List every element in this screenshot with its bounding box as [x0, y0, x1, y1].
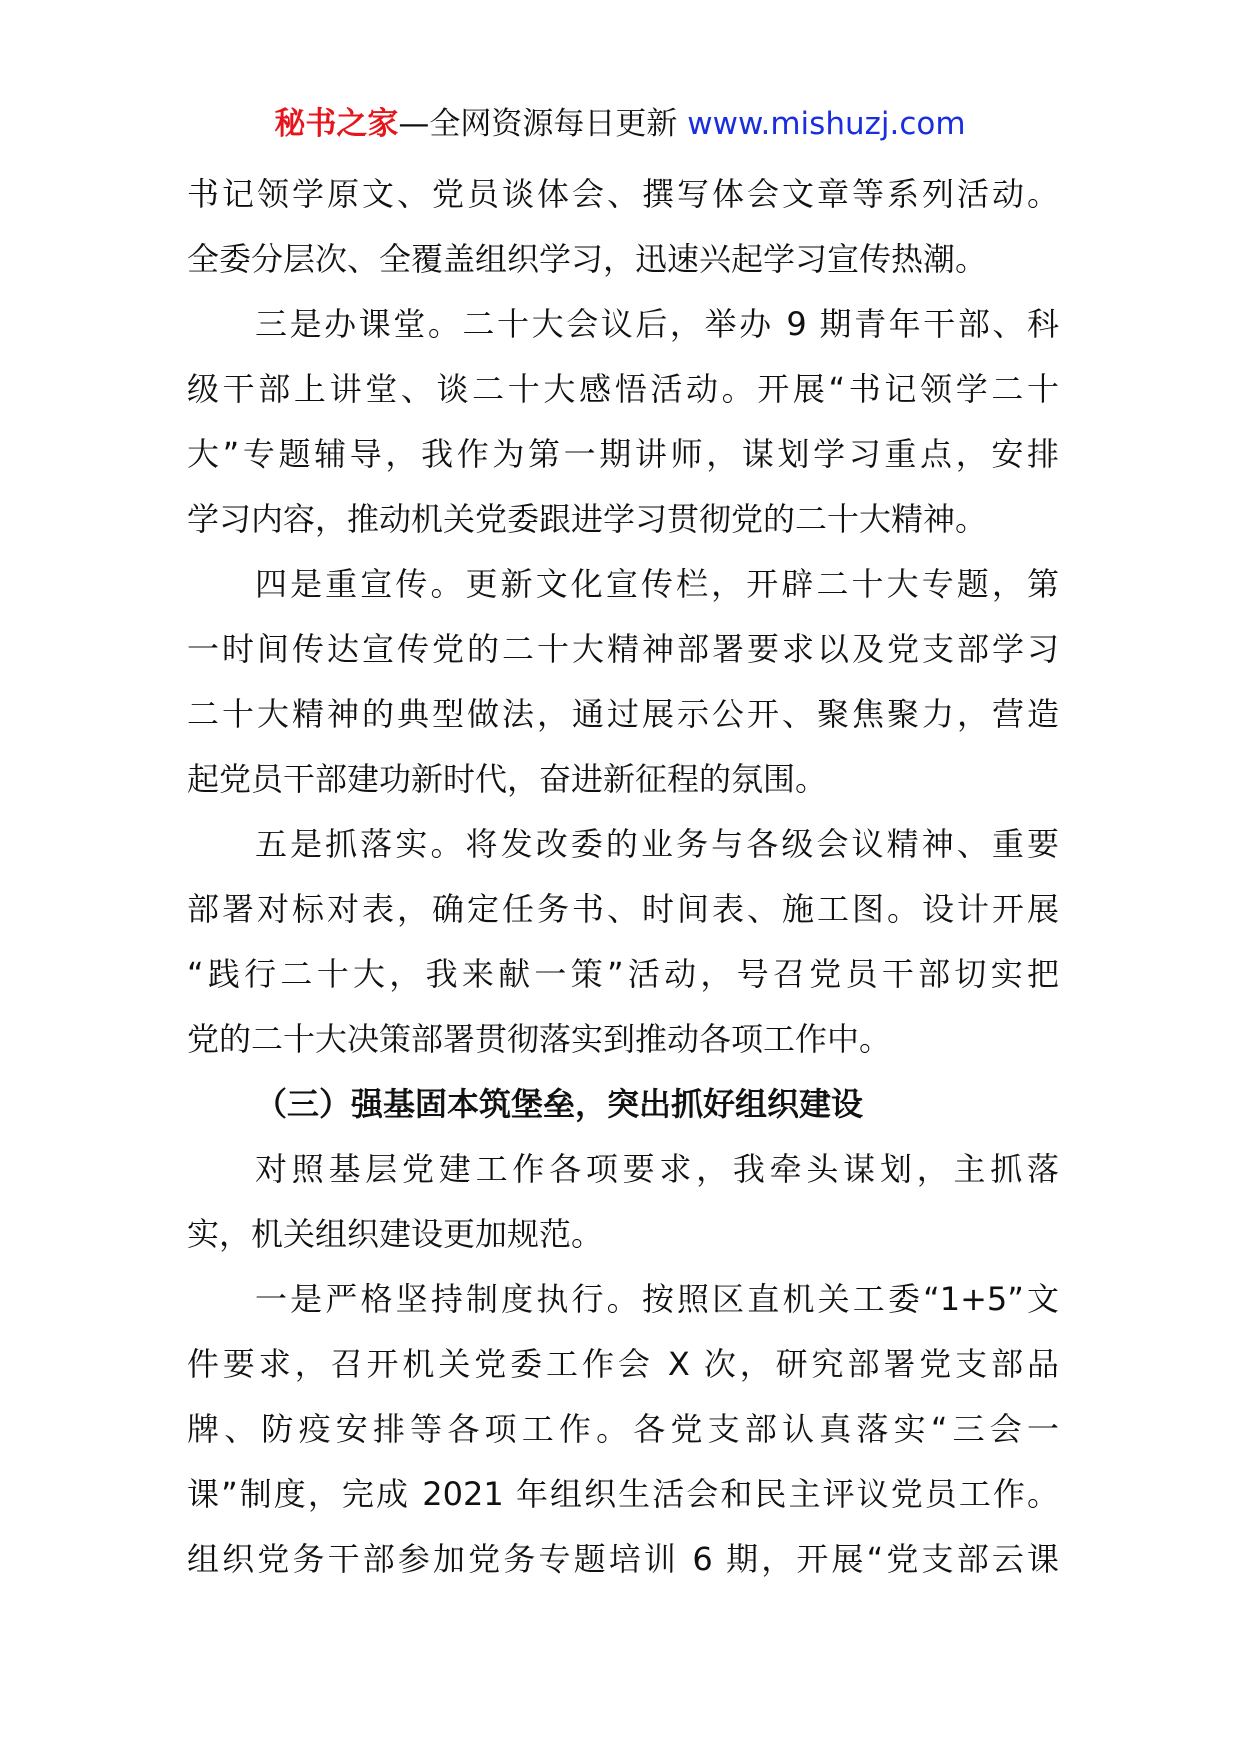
- text-line: 学习内容，推动机关党委跟进学习贯彻党的二十大精神。: [187, 500, 988, 538]
- site-url-link[interactable]: www.mishuzj.com: [687, 106, 966, 142]
- site-tagline: —全网资源每日更新: [398, 106, 678, 142]
- text-line: 党的二十大决策部署贯彻落实到推动各项工作中。: [187, 1020, 892, 1058]
- section-heading: （三）强基固本筑堡垒，突出抓好组织建设: [255, 1085, 864, 1123]
- text-line: 组织党务干部参加党务专题培训 6 期，开展“党支部云课: [187, 1540, 1059, 1578]
- text-line: 二十大精神的典型做法，通过展示公开、聚焦聚力，营造: [187, 695, 1059, 733]
- paragraph-start-line: 一是严格坚持制度执行。按照区直机关工委“1+5”文: [255, 1280, 1059, 1318]
- paragraph-start-line: 对照基层党建工作各项要求，我牵头谋划，主抓落: [255, 1150, 1059, 1188]
- text-line: 实，机关组织建设更加规范。: [187, 1215, 604, 1253]
- text-line: 书记领学原文、党员谈体会、撰写体会文章等系列活动。: [187, 175, 1059, 213]
- document-body: [187, 162, 1059, 1592]
- paragraph-start-line: 四是重宣传。更新文化宣传栏，开辟二十大专题，第: [255, 565, 1059, 603]
- text-line: 部署对标对表，确定任务书、时间表、施工图。设计开展: [187, 890, 1059, 928]
- text-line: 大”专题辅导，我作为第一期讲师，谋划学习重点，安排: [187, 435, 1059, 473]
- text-line: 一时间传达宣传党的二十大精神部署要求以及党支部学习: [187, 630, 1059, 668]
- text-line: 牌、防疫安排等各项工作。各党支部认真落实“三会一: [187, 1410, 1059, 1448]
- paragraph-start-line: 五是抓落实。将发改委的业务与各级会议精神、重要: [255, 825, 1059, 863]
- text-line: “践行二十大，我来献一策”活动，号召党员干部切实把: [187, 955, 1059, 993]
- page-header: [0, 98, 1240, 150]
- text-line: 课”制度，完成 2021 年组织生活会和民主评议党员工作。: [187, 1475, 1059, 1513]
- paragraph-start-line: 三是办课堂。二十大会议后，举办 9 期青年干部、科: [255, 305, 1059, 343]
- text-line: 全委分层次、全覆盖组织学习，迅速兴起学习宣传热潮。: [187, 240, 988, 278]
- site-brand: 秘书之家: [274, 106, 399, 142]
- text-line: 起党员干部建功新时代，奋进新征程的氛围。: [187, 760, 828, 798]
- text-line: 件要求，召开机关党委工作会 X 次，研究部署党支部品: [187, 1345, 1059, 1383]
- text-line: 级干部上讲堂、谈二十大感悟活动。开展“书记领学二十: [187, 370, 1059, 408]
